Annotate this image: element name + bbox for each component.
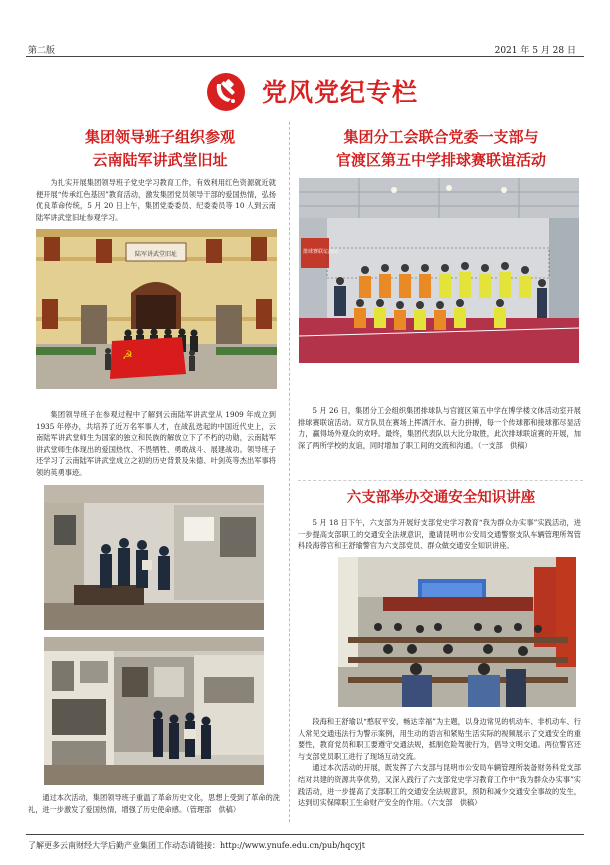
article2-body: 5 月 26 日，集团分工会组织集团排球队与官渡区第五中学在博学楼文体活动室开展排球赛联谊活动。双方队员在赛场上挥洒汗水、奋力拼搏，每一个传球都和接球都尽显活力，赢得场外观众的欢呼。最终，集团代表队以大比分取胜，此次排球联谊赛的开展，加深了两所学校的友谊，同时增加了职工间的交流和沟通。（一支部 供稿） — [298, 406, 581, 450]
article3-intro: 5 月 18 日下午，六支部为开展好支部党史学习教育“我为群众办实事”实践活动，进一步提高支部职工的交通安全法规意识，邀请昆明市公安局交通警察支队车辆管理所驾管科段海蓉官和王舒瑜警官为六支部党员、群众做交通安全知识讲座。 — [298, 518, 581, 551]
gym-banner-text: 排球赛联谊活动 — [303, 249, 339, 255]
photo-lecture-hall-building — [36, 229, 277, 389]
building-sign: 陆军讲武堂旧址 — [134, 251, 178, 258]
header-divider — [26, 56, 584, 57]
article1-title: 集团领导班子组织参观 云南陆军讲武堂旧址 — [84, 128, 235, 169]
article3-body: 段海和王舒瑜以“憨驭平安，畅达幸福”为主题，以身边常见的机动车、非机动车、行人常见交通违法行为警示案例，用生动的语言和紧贴生活实际的视频展示了交通安全的重要性，教育党员和职工要遵守交通法规，抵制危险驾驶行为，倡导文明交通。两位警官还与支部党员职工进行了现场互动交流。 通过本次活动的开展，既发挥了六支部与昆明市公安局车辆管理所装备财务科党支部结对共建的资源共享优势，又深入践行了六支部党史学习教育工作中“我为群众办实事”实践活动，进一步提高了支部职工的交通安全法规意识，预防和减少交通安全事故的发生，达到切实保障职工生命财产安全的作用。（六支部 供稿） — [298, 717, 581, 808]
article2-title: 集团分工会联合党委一支部与 官渡区第五中学排球赛联谊活动 — [335, 128, 546, 169]
photo-exhibition-hall — [44, 485, 264, 630]
photo-traffic-safety-lecture — [338, 557, 576, 707]
column-divider — [289, 122, 290, 822]
photo-volleyball-teams — [299, 178, 579, 363]
hammer-sickle-icon — [206, 72, 246, 112]
svg-text:☭: ☭ — [122, 348, 133, 362]
article1-intro: 为扎实开展集团领导班子党史学习教育工作，有效利用红色资源就近就便开展“传承红色基因”教育活动，激发集团党员领导干部的爱国热情，弘扬优良革命传统，5 月 20 日上午，集团党委委员、纪委委员等 10 人到云南陆军讲武堂旧址参观学习。 — [36, 178, 276, 222]
photo-history-gallery — [44, 637, 264, 785]
issue-date: 2021 年 5 月 28 日 — [494, 46, 576, 56]
page-number: 第二版 — [28, 46, 56, 56]
footer-link-text: 了解更多云南财经大学后勤产业集团工作动态请链接：http://www.ynufe.edu.cn/pub/hqcyjt — [28, 841, 365, 850]
article1-body: 集团领导班子在参观过程中了解到云南陆军讲武堂从 1909 年成立到 1935 年停办，共培养了近万名军事人才，在战乱迭起的中国近代史上，云南陆军讲武堂师生为国家的独立和民族的解放立下了不朽的功勋，云南陆军讲武堂师生体现出的爱国热忱、不畏牺牲、勇敢战斗、展建战功。领导班子还学习了云南陆军讲武堂成立之初的历史背景及朱德、叶剑英等杰出军事将领的英勇事迹。 — [36, 410, 276, 477]
article3-title: 六支部举办交通安全知识讲座 — [346, 490, 536, 506]
footer-divider — [26, 834, 584, 835]
article-divider — [298, 480, 583, 481]
article1-closing: 通过本次活动，集团领导班子重温了革命历史文化，思想上受到了革命的洗礼，进一步激发了爱国热情，增强了历史使命感。（管理部 供稿） — [28, 793, 280, 814]
section-banner: 党风党纪专栏 — [262, 78, 419, 107]
